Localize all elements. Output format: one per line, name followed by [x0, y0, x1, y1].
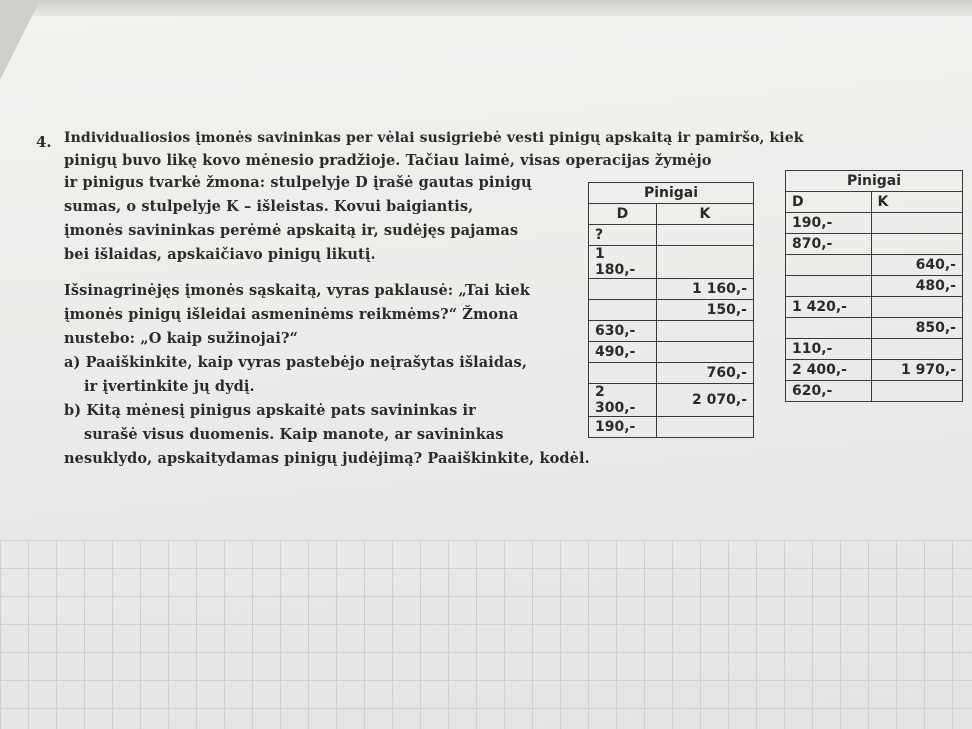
table1-header-k: K: [656, 204, 753, 225]
table2-cell-d: [786, 318, 872, 339]
problem-line-9: nustebo: „O kaip sužinojai?“: [64, 330, 298, 347]
table2-cell-k: 850,-: [871, 318, 962, 339]
problem-number: 4.: [36, 133, 52, 151]
problem-line-5: įmonės savininkas perėmė apskaitą ir, sudėjęs pajamas: [64, 222, 519, 239]
table1-cell-d: [589, 300, 657, 321]
table2-cell-d: 620,-: [786, 381, 872, 402]
question-b-line-3: nesuklydo, apskaitydamas pinigų judėjimą? Paaiškinkite, kodėl.: [64, 450, 590, 467]
table1-header-d: D: [589, 204, 657, 225]
problem-line-7: Išsinagrinėjęs įmonės sąskaitą, vyras paklausė: „Tai kiek: [64, 282, 530, 299]
problem-line-8: įmonės pinigų išleidai asmeninėms reikmėms?“ Žmona: [64, 306, 519, 323]
table1-cell-d: 630,-: [589, 321, 657, 342]
table2-cell-k: [871, 339, 962, 360]
table2-cell-k: [871, 234, 962, 255]
table-row: [786, 360, 963, 381]
table1-cell-k: 1 160,-: [656, 279, 753, 300]
table2-cell-d: [786, 255, 872, 276]
question-b-line-2: surašė visus duomenis. Kaip manote, ar savininkas: [84, 426, 504, 443]
table2-cell-d: 870,-: [786, 234, 872, 255]
cash-table-next-month: [785, 170, 963, 402]
table2-cell-k: 1 970,-: [871, 360, 962, 381]
table1-cell-d: 490,-: [589, 342, 657, 363]
problem-line-4: sumas, o stulpelyje K – išleistas. Kovui baigiantis,: [64, 198, 474, 215]
table1-cell-k: [656, 417, 753, 438]
table2-cell-d: 1 420,-: [786, 297, 872, 318]
table2-cell-d: 190,-: [786, 213, 872, 234]
table1-cell-k: [656, 342, 753, 363]
question-a-line-2: ir įvertinkite jų dydį.: [84, 378, 255, 395]
table-row: [589, 417, 754, 438]
table2-header-k: K: [871, 192, 962, 213]
problem-line-1: Individualiosios įmonės savininkas per vėlai susigriebė vesti pinigų apskaitą ir pamiršo, kiek: [64, 130, 804, 146]
table1-cell-d: 1 180,-: [589, 246, 657, 279]
table1-cell-k: [656, 225, 753, 246]
table-row: [589, 363, 754, 384]
table-row: [786, 234, 963, 255]
table-row: [589, 342, 754, 363]
table-row: [589, 279, 754, 300]
table-row: [786, 255, 963, 276]
question-b-line-1: b) Kitą mėnesį pinigus apskaitė pats savininkas ir: [64, 402, 476, 419]
table2-cell-k: 480,-: [871, 276, 962, 297]
page-top-edge: [0, 0, 972, 16]
table2-cell-k: [871, 297, 962, 318]
table2-cell-k: [871, 381, 962, 402]
problem-line-3: ir pinigus tvarkė žmona: stulpelyje D įrašė gautas pinigų: [64, 174, 532, 191]
cash-table-march: [588, 182, 754, 438]
problem-line-2: pinigų buvo likę kovo mėnesio pradžioje. Tačiau laimė, visas operacijas žymėjo: [64, 152, 712, 169]
underlying-page-corner: [0, 0, 40, 80]
table-row: [786, 339, 963, 360]
table1-caption: Pinigai: [589, 183, 754, 204]
table2-cell-d: 2 400,-: [786, 360, 872, 381]
table2-caption: Pinigai: [786, 171, 963, 192]
table-row: [786, 318, 963, 339]
table1-cell-d: ?: [589, 225, 657, 246]
table-row: [786, 297, 963, 318]
table-row: [589, 300, 754, 321]
table1-cell-d: 2 300,-: [589, 384, 657, 417]
question-a-line-1: a) Paaiškinkite, kaip vyras pastebėjo neįrašytas išlaidas,: [64, 354, 527, 371]
table-row: [589, 321, 754, 342]
table2-cell-k: 640,-: [871, 255, 962, 276]
table2-cell-d: 110,-: [786, 339, 872, 360]
table-row: [589, 384, 754, 417]
table1-cell-k: [656, 321, 753, 342]
table1-cell-k: 760,-: [656, 363, 753, 384]
table1-cell-k: 2 070,-: [656, 384, 753, 417]
table-row: [786, 276, 963, 297]
table-row: [786, 213, 963, 234]
table2-cell-k: [871, 213, 962, 234]
graph-paper-grid: [0, 540, 972, 729]
table-row: [786, 381, 963, 402]
table-row: [589, 225, 754, 246]
table1-cell-d: [589, 363, 657, 384]
table1-cell-k: [656, 246, 753, 279]
table2-cell-d: [786, 276, 872, 297]
table1-cell-k: 150,-: [656, 300, 753, 321]
table1-cell-d: 190,-: [589, 417, 657, 438]
table1-cell-d: [589, 279, 657, 300]
problem-line-6: bei išlaidas, apskaičiavo pinigų likutį.: [64, 246, 376, 263]
table2-header-d: D: [786, 192, 872, 213]
table-row: [589, 246, 754, 279]
